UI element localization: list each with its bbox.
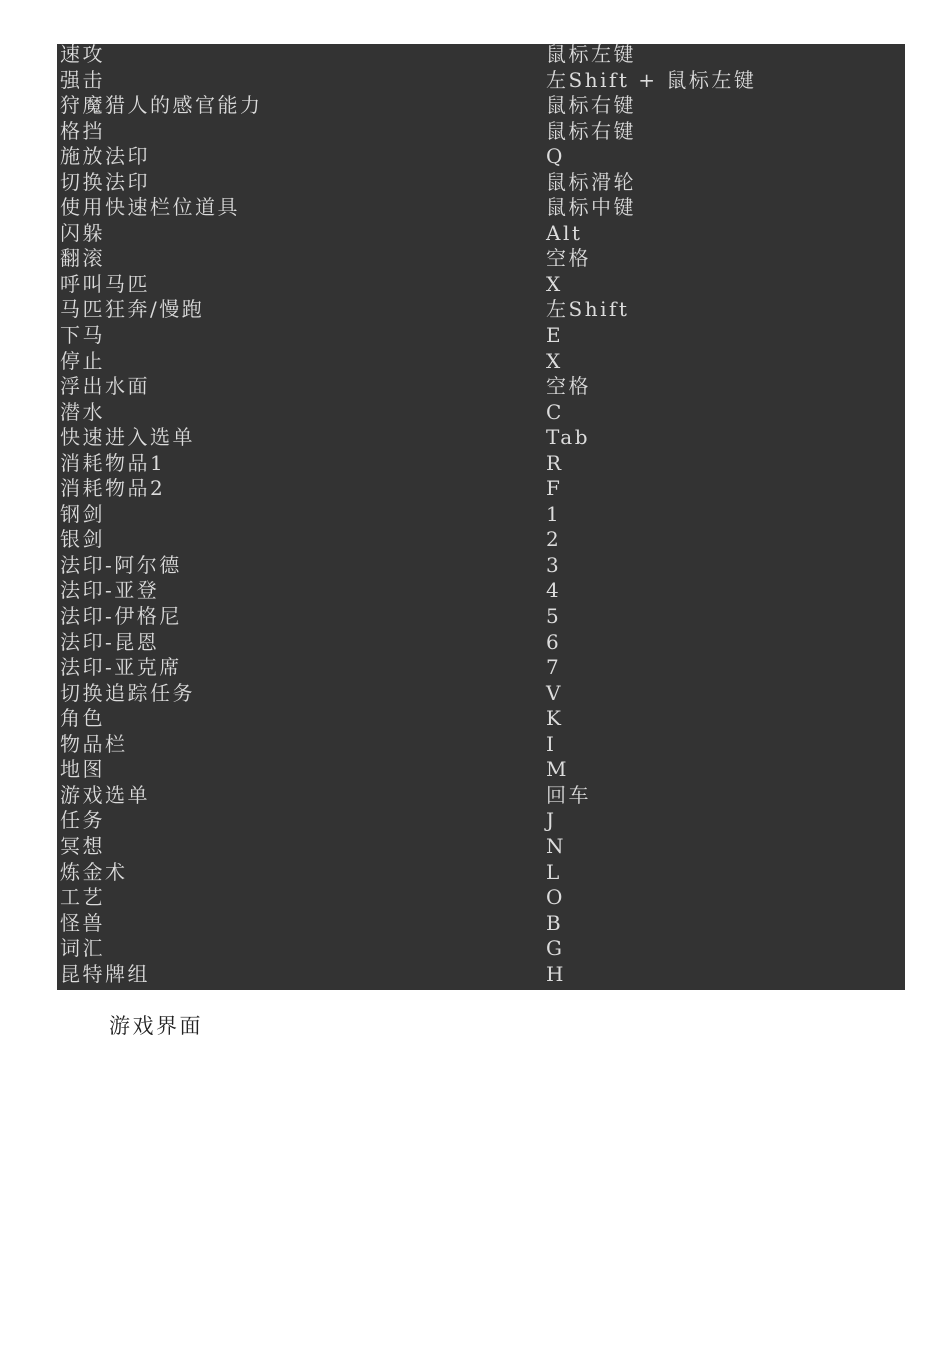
key-cell: E	[546, 323, 564, 348]
action-cell: 消耗物品2	[60, 476, 166, 501]
key-cell: G	[546, 936, 565, 961]
key-cell: 5	[546, 604, 562, 629]
keymap-table	[57, 44, 905, 989]
key-cell: 7	[546, 655, 562, 680]
table-row	[57, 402, 905, 428]
key-cell: 3	[546, 552, 562, 577]
table-row	[57, 759, 905, 785]
table-row	[57, 376, 905, 402]
key-cell: 空格	[546, 246, 591, 271]
table-row	[57, 555, 905, 581]
action-cell: 速攻	[60, 42, 105, 66]
action-cell: 施放法印	[60, 144, 150, 169]
action-cell: 马匹狂奔/慢跑	[60, 297, 205, 322]
table-row	[57, 657, 905, 683]
action-cell: 任务	[60, 808, 105, 833]
action-cell: 停止	[60, 348, 105, 373]
action-cell: 法印-伊格尼	[60, 604, 182, 629]
key-cell: 空格	[546, 374, 591, 399]
table-row	[57, 529, 905, 555]
key-cell: 回车	[546, 782, 591, 807]
table-row	[57, 172, 905, 198]
table-row	[57, 862, 905, 888]
key-cell: Alt	[546, 220, 583, 245]
action-cell: 炼金术	[60, 859, 128, 884]
table-row	[57, 836, 905, 862]
table-row	[57, 504, 905, 530]
action-cell: 角色	[60, 706, 105, 731]
key-cell: 鼠标右键	[546, 93, 636, 118]
table-row	[57, 810, 905, 836]
action-cell: 切换追踪任务	[60, 680, 195, 705]
action-cell: 格挡	[60, 118, 105, 143]
action-cell: 强击	[60, 67, 105, 92]
key-cell: R	[546, 450, 564, 475]
key-cell: X	[546, 271, 563, 296]
key-cell: C	[546, 399, 564, 424]
key-cell: J	[546, 808, 557, 833]
key-cell: M	[546, 757, 569, 782]
action-cell: 呼叫马匹	[60, 271, 150, 296]
key-cell: K	[546, 706, 564, 731]
key-cell: 左Shift + 鼠标左键	[546, 67, 757, 92]
table-row	[57, 351, 905, 377]
table-row	[57, 70, 905, 96]
key-cell: 鼠标滑轮	[546, 169, 636, 194]
key-cell: 鼠标左键	[546, 42, 636, 66]
table-row	[57, 734, 905, 760]
table-row	[57, 708, 905, 734]
key-cell: I	[546, 731, 557, 756]
table-row	[57, 478, 905, 504]
action-cell: 闪躲	[60, 220, 105, 245]
table-row	[57, 325, 905, 351]
key-cell: L	[546, 859, 562, 884]
key-cell: V	[546, 680, 563, 705]
action-cell: 浮出水面	[60, 374, 150, 399]
table-row	[57, 606, 905, 632]
action-cell: 地图	[60, 757, 105, 782]
table-row	[57, 887, 905, 913]
key-cell: 鼠标中键	[546, 195, 636, 220]
table-row	[57, 197, 905, 223]
action-cell: 切换法印	[60, 169, 150, 194]
action-cell: 快速进入选单	[60, 425, 195, 450]
key-cell: 4	[546, 578, 562, 603]
table-row	[57, 632, 905, 658]
action-cell: 潜水	[60, 399, 105, 424]
key-cell: 1	[546, 501, 562, 526]
action-cell: 法印-阿尔德	[60, 552, 182, 577]
table-row	[57, 938, 905, 964]
action-cell: 法印-亚登	[60, 578, 160, 603]
keymap-panel	[57, 44, 905, 990]
action-cell: 工艺	[60, 885, 105, 910]
table-row	[57, 95, 905, 121]
key-cell: 2	[546, 527, 562, 552]
key-cell: Tab	[546, 425, 591, 450]
table-row	[57, 146, 905, 172]
action-cell: 消耗物品1	[60, 450, 166, 475]
table-row	[57, 44, 905, 70]
table-row	[57, 913, 905, 939]
key-cell: B	[546, 910, 564, 935]
key-cell: 鼠标右键	[546, 118, 636, 143]
key-cell: O	[546, 885, 565, 910]
key-cell: X	[546, 348, 563, 373]
key-cell: H	[546, 961, 566, 986]
action-cell: 冥想	[60, 833, 105, 858]
table-row	[57, 453, 905, 479]
key-cell: Q	[546, 144, 565, 169]
key-cell: 6	[546, 629, 562, 654]
table-row	[57, 274, 905, 300]
action-cell: 词汇	[60, 936, 105, 961]
table-row	[57, 580, 905, 606]
action-cell: 银剑	[60, 527, 105, 552]
table-row	[57, 299, 905, 325]
table-row	[57, 223, 905, 249]
action-cell: 翻滚	[60, 246, 105, 271]
table-row	[57, 121, 905, 147]
table-row	[57, 964, 905, 990]
action-cell: 昆特牌组	[60, 961, 150, 986]
action-cell: 物品栏	[60, 731, 128, 756]
action-cell: 狩魔猎人的感官能力	[60, 93, 263, 118]
action-cell: 使用快速栏位道具	[60, 195, 240, 220]
table-row	[57, 683, 905, 709]
action-cell: 下马	[60, 323, 105, 348]
key-cell: 左Shift	[546, 297, 630, 322]
table-row	[57, 248, 905, 274]
keymap-table-body	[57, 44, 905, 989]
action-cell: 法印-昆恩	[60, 629, 160, 654]
section-heading: 游戏界面	[109, 1014, 203, 1038]
action-cell: 法印-亚克席	[60, 655, 182, 680]
table-row	[57, 785, 905, 811]
action-cell: 怪兽	[60, 910, 105, 935]
table-row	[57, 427, 905, 453]
action-cell: 游戏选单	[60, 782, 150, 807]
key-cell: N	[546, 833, 566, 858]
key-cell: F	[546, 476, 563, 501]
action-cell: 钢剑	[60, 501, 105, 526]
